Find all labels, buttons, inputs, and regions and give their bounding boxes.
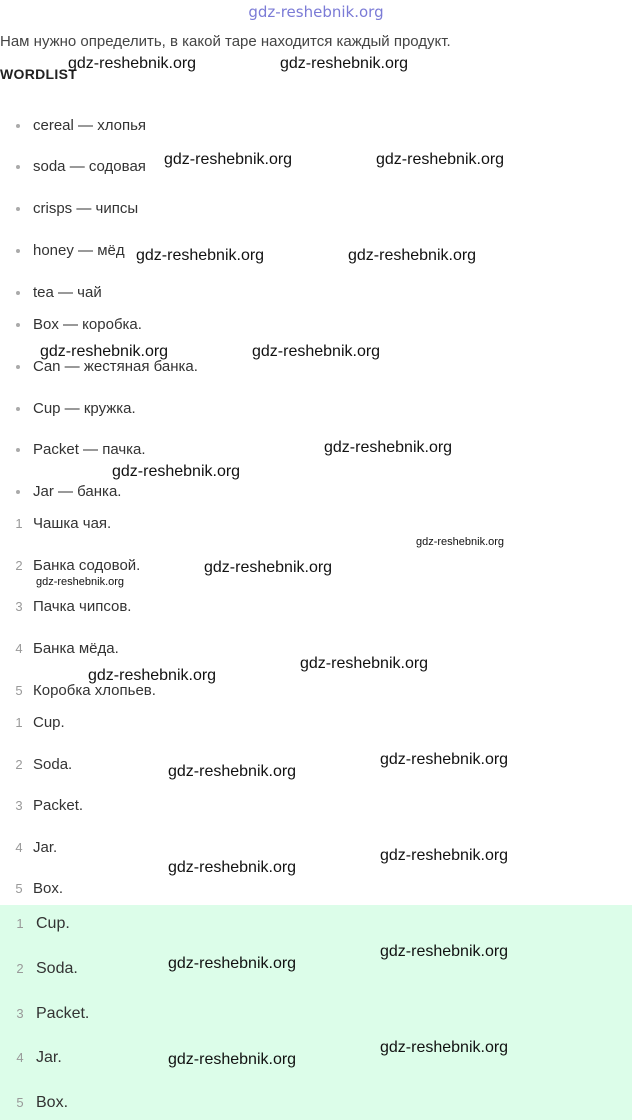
wordlist-item-text: Cup — кружка. — [33, 400, 136, 417]
wordlist-item-text: honey — мёд — [33, 242, 125, 259]
item-number: 2 — [15, 757, 23, 772]
watermark: gdz-reshebnik.org — [252, 343, 381, 360]
watermark: gdz-reshebnik.org — [68, 55, 197, 72]
translation-text: Банка мёда. — [33, 640, 119, 657]
item-number: 5 — [15, 881, 23, 896]
item-number: 5 — [16, 1095, 24, 1110]
bullet-icon — [16, 448, 20, 452]
item-number: 1 — [15, 516, 23, 531]
answer-text: Soda. — [33, 756, 73, 773]
answer-text: Packet. — [33, 797, 84, 814]
item-number: 1 — [15, 715, 23, 730]
watermark: gdz-reshebnik.org — [380, 751, 509, 768]
bullet-icon — [16, 207, 20, 211]
answer-text: Box. — [33, 880, 64, 897]
watermark: gdz-reshebnik.org — [204, 559, 333, 576]
bullet-icon — [16, 407, 20, 411]
wordlist-item-text: Jar — банка. — [33, 483, 122, 500]
final-answer-text: Jar. — [36, 1049, 62, 1066]
item-number: 3 — [15, 798, 23, 813]
watermark: gdz-reshebnik.org — [36, 576, 125, 588]
item-number: 5 — [15, 683, 23, 698]
item-number: 2 — [15, 558, 23, 573]
watermark: gdz-reshebnik.org — [168, 763, 297, 780]
item-number: 1 — [16, 916, 24, 931]
intro-text: Нам нужно определить, в какой таре находится каждый продукт. — [0, 33, 451, 50]
answer-box — [0, 905, 632, 1120]
bullet-icon — [16, 249, 20, 253]
watermark: gdz-reshebnik.org — [380, 847, 509, 864]
wordlist-item-text: crisps — чипсы — [33, 200, 139, 217]
watermark: gdz-reshebnik.org — [112, 463, 241, 480]
translation-text: Коробка хлопьев. — [33, 682, 156, 699]
translation-text: Чашка чая. — [33, 515, 112, 532]
watermark: gdz-reshebnik.org — [168, 955, 297, 972]
watermark: gdz-reshebnik.org — [280, 55, 409, 72]
watermark: gdz-reshebnik.org — [164, 151, 293, 168]
item-number: 4 — [15, 840, 23, 855]
wordlist-item-text: soda — содовая — [33, 158, 146, 175]
wordlist-item-text: Can — жестяная банка. — [33, 358, 198, 375]
watermark: gdz-reshebnik.org — [88, 667, 217, 684]
watermark: gdz-reshebnik.org — [168, 1051, 297, 1068]
site-title: gdz-reshebnik.org — [248, 3, 384, 21]
wordlist-item-text: cereal — хлопья — [33, 117, 147, 134]
final-answer-text: Packet. — [36, 1005, 90, 1022]
watermark: gdz-reshebnik.org — [136, 247, 265, 264]
watermark: gdz-reshebnik.org — [380, 1039, 509, 1056]
watermark: gdz-reshebnik.org — [168, 859, 297, 876]
final-answer-text: Cup. — [36, 915, 70, 932]
item-number: 3 — [15, 599, 23, 614]
item-number: 3 — [16, 1006, 24, 1021]
wordlist-heading: WORDLIST — [0, 66, 78, 82]
watermark: gdz-reshebnik.org — [324, 439, 453, 456]
item-number: 4 — [15, 641, 23, 656]
final-answer-text: Box. — [36, 1094, 69, 1111]
bullet-icon — [16, 365, 20, 369]
final-answer-text: Soda. — [36, 960, 78, 977]
wordlist-item-text: Box — коробка. — [33, 316, 142, 333]
wordlist-item-text: tea — чай — [33, 284, 102, 301]
bullet-icon — [16, 323, 20, 327]
item-number: 4 — [16, 1050, 24, 1065]
watermark: gdz-reshebnik.org — [376, 151, 505, 168]
watermark: gdz-reshebnik.org — [300, 655, 429, 672]
bullet-icon — [16, 165, 20, 169]
answer-text: Cup. — [33, 714, 65, 731]
watermark: gdz-reshebnik.org — [40, 343, 169, 360]
watermark: gdz-reshebnik.org — [416, 536, 505, 548]
bullet-icon — [16, 490, 20, 494]
answer-text: Jar. — [33, 839, 58, 856]
watermark: gdz-reshebnik.org — [348, 247, 477, 264]
wordlist-item-text: Packet — пачка. — [33, 441, 146, 458]
item-number: 2 — [16, 961, 24, 976]
translation-text: Пачка чипсов. — [33, 598, 132, 615]
watermark: gdz-reshebnik.org — [380, 943, 509, 960]
translation-text: Банка содовой. — [33, 557, 141, 574]
bullet-icon — [16, 124, 20, 128]
bullet-icon — [16, 291, 20, 295]
